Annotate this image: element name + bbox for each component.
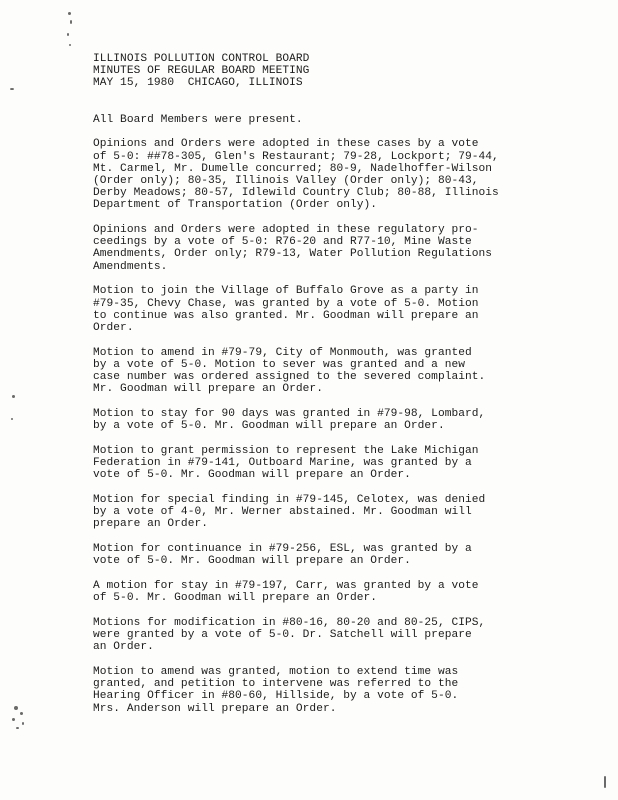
scan-speck [12, 395, 15, 398]
scan-speck [70, 20, 72, 24]
scan-speck [20, 712, 23, 715]
scan-speck [69, 44, 71, 46]
paragraph-lake-michigan-motion: Motion to grant permission to represent the Lake Michigan Federation in #79-141, Outboard Marine, was granted by a vote of 5-0. Mr. Goodman will prepare an Order. [93, 444, 479, 482]
scan-speck [11, 418, 13, 420]
paragraph-celotex-motion: Motion for special finding in #79-145, Celotex, was denied by a vote of 4-0, Mr. Werner abstained. Mr. Goodman will prepare an Order. [93, 493, 486, 531]
paragraph-carr-stay: A motion for stay in #79-197, Carr, was granted by a vote of 5-0. Mr. Goodman will prepare an Order. [93, 580, 479, 605]
paragraph-regulatory-proceedings: Opinions and Orders were adopted in these regulatory pro- ceedings by a vote of 5-0: R76-20 and R77-10, Mine Waste Amendments, Order only; R79-13, Water Pollution Regulations Amendments. [93, 224, 493, 273]
header-line-date-location: MAY 15, 1980 CHICAGO, ILLINOIS [93, 77, 303, 90]
scan-speck [68, 12, 71, 15]
scan-speck [16, 727, 19, 729]
scan-speck [10, 88, 14, 90]
scan-speck [22, 722, 24, 725]
paragraph-attendance: All Board Members were present. [93, 113, 303, 126]
paragraph-cips-modification: Motions for modification in #80-16, 80-20 and 80-25, CIPS, were granted by a vote of 5-0. Dr. Satchell will prepare an Order. [93, 616, 486, 654]
scan-speck [14, 706, 18, 710]
scan-speck [67, 33, 69, 36]
scan-speck [604, 776, 606, 788]
header-line-organization: ILLINOIS POLLUTION CONTROL BOARD [93, 53, 310, 65]
header-line-title: MINUTES OF REGULAR BOARD MEETING [93, 65, 310, 78]
scan-speck [12, 718, 15, 721]
document-header [93, 53, 523, 90]
paragraph-buffalo-grove-motion: Motion to join the Village of Buffalo Grove as a party in #79-35, Chevy Chase, was granted by a vote of 5-0. Motion to continue was also granted. Mr. Goodman will prepare an Order. [93, 285, 479, 334]
paragraph-monmouth-motion: Motion to amend in #79-79, City of Monmouth, was granted by a vote of 5-0. Motion to sever was granted and a new case number was ordered assigned to the severed complaint. Mr. Goodman will prepare an Order. [93, 346, 486, 396]
paragraph-lombard-stay: Motion to stay for 90 days was granted in #79-98, Lombard, by a vote of 5-0. Mr. Goodman will prepare an Order. [93, 407, 486, 433]
paragraph-hillside-motion: Motion to amend was granted, motion to extend time was granted, and petition to intervene was referred to the Hearing Officer in #80-60, Hillside, by a vote of 5-0. Mrs. Anderson will prepare an Order. [93, 666, 459, 715]
minutes-document [93, 53, 523, 715]
paragraph-esl-continuance: Motion for continuance in #79-256, ESL, was granted by a vote of 5-0. Mr. Goodman will prepare an Order. [93, 543, 472, 568]
paragraph-opinions-orders: Opinions and Orders were adopted in these cases by a vote of 5-0: ##78-305, Glen's Restaurant; 79-28, Lockport; 79-44, Mt. Carmel, Mr. Dumelle concurred; 80-9, Nadelhoffer-Wilson (Order only); 80-35, Illinois Valley (Order only); 80-43, Derby Meadows; 80-57, Idlewild Country Club; 80-88, Illinois Department of Transportation (Order only). [93, 138, 499, 212]
